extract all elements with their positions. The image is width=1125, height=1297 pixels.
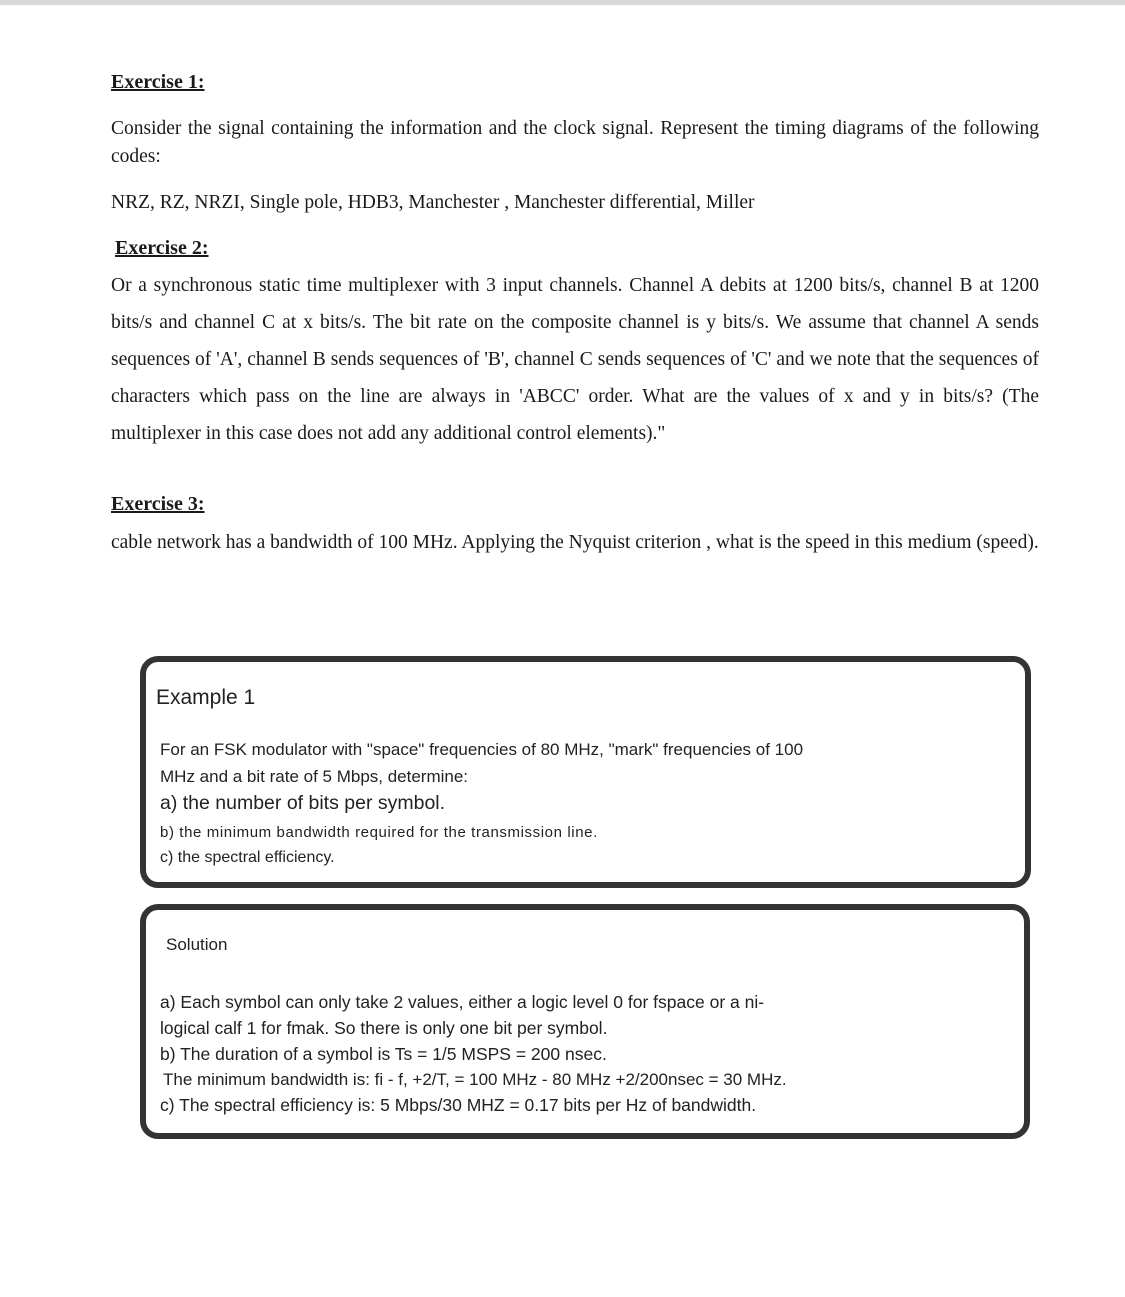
solution-line-1: a) Each symbol can only take 2 values, either a logic level 0 for fspace or a ni-: [160, 992, 765, 1012]
solution-title: Solution: [166, 935, 228, 954]
example-box: [140, 656, 1031, 888]
exercise1-codes: NRZ, RZ, NRZI, Single pole, HDB3, Manchester , Manchester differential, Miller: [111, 192, 755, 213]
exercise1-text: Consider the signal containing the information and the clock signal. Represent the timing diagrams of the following codes:: [111, 118, 1039, 167]
solution-line-4: The minimum bandwidth is: fi - f, +2/T, = 100 MHz - 80 MHz +2/200nsec = 30 MHz.: [163, 1070, 787, 1089]
exercise1-heading: Exercise 1:: [111, 71, 205, 93]
exercise2-heading: Exercise 2:: [115, 237, 209, 259]
example-line-3: a) the number of bits per symbol.: [160, 792, 446, 814]
example-line-1: For an FSK modulator with "space" frequencies of 80 MHz, "mark" frequencies of 100: [160, 740, 804, 759]
exercise2-text: Or a synchronous static time multiplexer with 3 input channels. Channel A debits at 1200 bits/s, channel B at 1200 bits/s and channel C at x bits/s. The bit rate on the composite channel is y bits/s. We assume that channel A sends sequences of 'A', channel B sends sequences of 'B', channel C sends sequences of 'C' and we note that the sequences of characters which pass on the line are always in 'ABCC' order. What are the values of x and y in bits/s? (The multiplexer in this case does not add any additional control elements).": [111, 275, 1039, 444]
solution-line-2: logical calf 1 for fmak. So there is only one bit per symbol.: [160, 1018, 608, 1038]
top-border: [0, 0, 1125, 5]
example-line-2: MHz and a bit rate of 5 Mbps, determine:: [160, 767, 469, 786]
example-line-4: b) the minimum bandwidth required for the transmission line.: [160, 824, 598, 841]
solution-line-3: b) The duration of a symbol is Ts = 1/5 MSPS = 200 nsec.: [160, 1044, 607, 1064]
exercise3-text: cable network has a bandwidth of 100 MHz. Applying the Nyquist criterion , what is the speed in this medium (speed).: [111, 532, 1039, 553]
exercise3-heading: Exercise 3:: [111, 493, 205, 515]
example-line-5: c) the spectral efficiency.: [160, 849, 335, 866]
solution-line-5: c) The spectral efficiency is: 5 Mbps/30 MHZ = 0.17 bits per Hz of bandwidth.: [160, 1095, 757, 1115]
solution-box: [140, 904, 1030, 1139]
example-title: Example 1: [156, 686, 256, 709]
